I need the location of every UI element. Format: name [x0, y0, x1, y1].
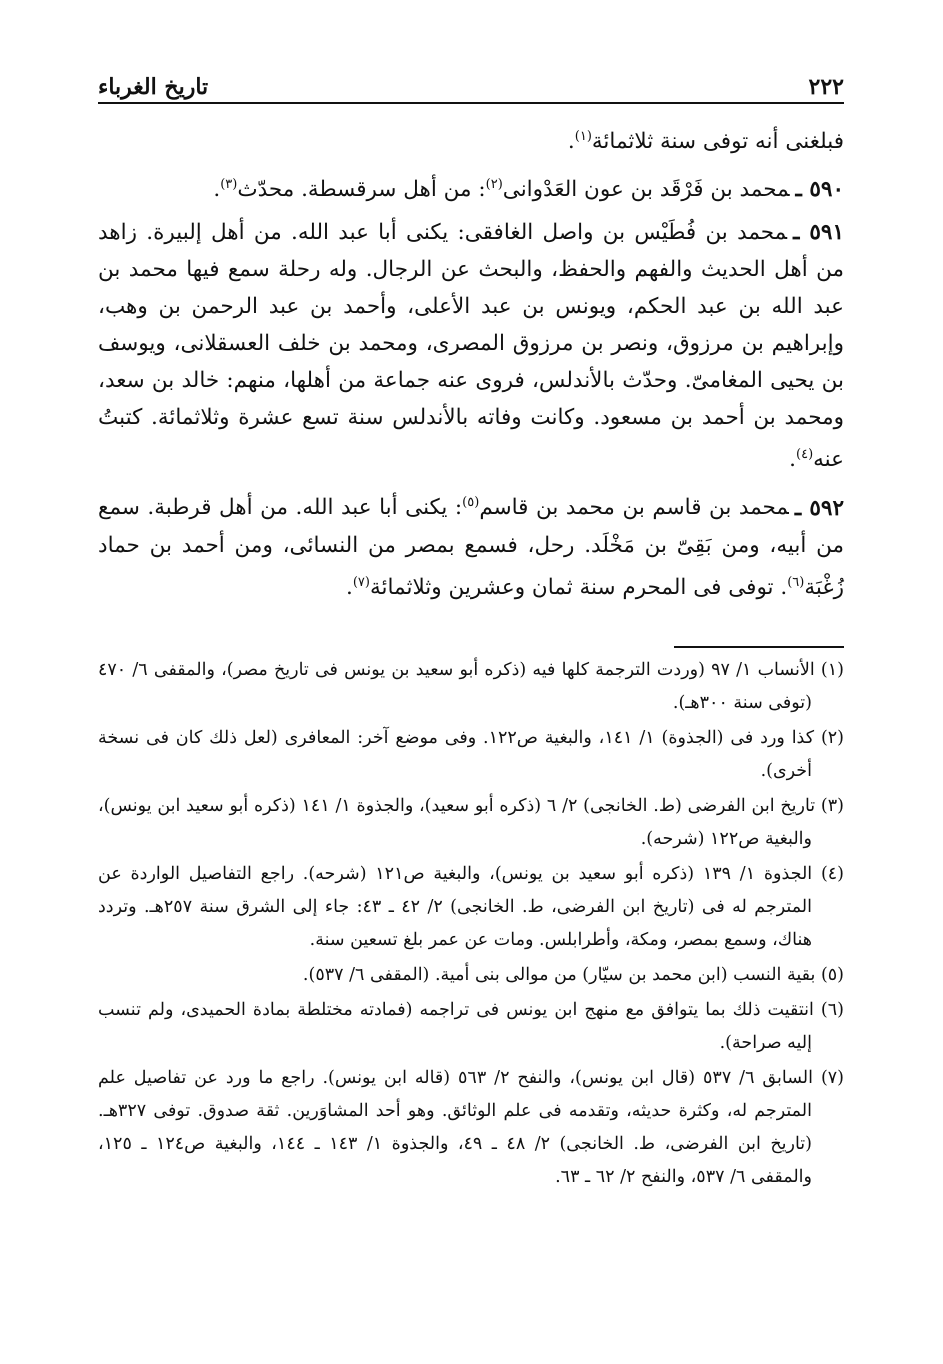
footnote-text: بقية النسب (ابن محمد بن سيّار) من موالى بنى أمية. (المقفى ٦/ ٥٣٧). [302, 964, 816, 985]
footnote-ref: (٤) [796, 447, 814, 463]
book-title: تاريخ الغرباء [98, 73, 209, 100]
footnote-ref: (٣) [220, 177, 238, 193]
entry-text: محمد بن فَرْقَد بن عون العَدْوانى [502, 177, 790, 203]
entry-text: : من أهل سرقسطة. محدّث [237, 177, 486, 203]
footnote-ref: (٥) [462, 495, 480, 511]
footnote-number: (٤) [820, 863, 844, 884]
entry-number: ٥٩١ ـ [793, 220, 844, 245]
footnote-number: (٥) [820, 964, 844, 985]
entry-paragraph [98, 166, 844, 208]
running-header [98, 56, 844, 100]
footnote [98, 959, 844, 992]
footnote-number: (١) [820, 659, 844, 680]
footnote-text: تاريخ ابن الفرضى (ط. الخانجى) ٢/ ٦ (ذكره أبو سعيد)، والجذوة ١/ ١٤١ (ذكره أبو سعيد ابن يونس)، والبغية ص١٢٢ (شرحه). [98, 795, 816, 849]
footnote-text: انتقيت ذلك بما يتوافق مع منهج ابن يونس فى تراجمه (فمادته مختلطة بمادة الحميدى، ولم تنسب إليه صراحة). [98, 999, 814, 1053]
entry-text: محمد بن فُطَيْس بن واصل الغافقى: يكنى أبا عبد الله. من أهل إلبيرة. زاهد من أهل الحديث والفهم والحفظ، والبحث عن الرجال. وله رحلة سمع فيها محمد بن عبد الله بن عبد الحكم، ويونس بن عبد الأعلى، وأحمد بن عبد الرحمن بن وهب، وإبراهيم بن مرزوق، ونصر بن مرزوق المصرى، ومحمد بن خلف العسقلانى، ويوسف بن يحيى المغامىّ. وحدّث بالأندلس، فروى عنه جماعة من أهلها، منهم: خالد بن سعد، ومحمد بن أحمد بن مسعود. وكانت وفاته بالأندلس سنة تسع عشرة وثلاثمائة. كتبتُ عنه [98, 220, 844, 473]
footnote-text: الجذوة ١/ ١٣٩ (ذكره أبو سعيد بن يونس)، والبغية ص١٢١ (شرحه). راجع التفاصيل الواردة عن المترجم له فى (تاريخ ابن الفرضى، ط. الخانجى) ٢/ ٤٢ ـ ٤٣: جاء إلى الشرق سنة ٢٥٧هـ. وتردد هناك، وسمع بمصر، ومكة، وأطرابلس. ومات عن عمر بلغ تسعين سنة. [98, 863, 813, 950]
footnote [98, 1062, 844, 1194]
footnote [98, 790, 844, 856]
footnote-text: السابق ٦/ ٥٣٧ (قال ابن يونس)، والنفح ٢/ ٥٦٣ (قاله ابن يونس). راجع ما ورد عن تفاصيل علم المترجم له، وكثرة حديثه، وتقدمه فى علم الوثائق. وهو أحد المشاوَرين. ثقة صدوق. توفى ٣٢٧هـ. (تاريخ ابن الفرضى، ط. الخانجى) ٢/ ٤٨ ـ ٤٩، والجذوة ١/ ١٤٣ ـ ١٤٤، والبغية ص١٢٤ ـ ١٢٥، والمقفى ٦/ ٥٣٧، والنفح ٢/ ٦٢ ـ ٦٣. [98, 1067, 813, 1187]
header-rule [98, 102, 844, 104]
footnote [98, 994, 844, 1060]
entry-text: . توفى فى المحرم سنة ثمان وعشرين وثلاثمائة [369, 574, 788, 600]
footnote-number: (٣) [820, 795, 844, 816]
footnote-rule [674, 646, 844, 648]
footnote-ref: (٧) [352, 574, 370, 590]
footnote-number: (٧) [820, 1067, 844, 1088]
entry-text: . [789, 447, 797, 473]
entry-number: ٥٩٢ ـ [795, 496, 844, 521]
footnote-ref: (١) [574, 129, 592, 144]
footnote [98, 654, 844, 720]
footnote-number: (٦) [820, 999, 844, 1020]
footnote-text: كذا ورد فى (الجذوة) ١/ ١٤١، والبغية ص١٢٢. وفى موضع آخر: المعافرى (لعل ذلك كان فى نسخة أخرى). [98, 727, 815, 781]
footnote [98, 858, 844, 957]
entry-text: محمد بن قاسم بن محمد بن قاسم [479, 495, 789, 521]
footnote-ref: (٦) [787, 574, 805, 590]
entry-paragraph [98, 214, 844, 478]
page-number: ٢٢٢ [808, 73, 844, 100]
footnote [98, 722, 844, 788]
opening-paragraph [98, 118, 844, 160]
footnote-ref: (٢) [485, 177, 503, 193]
opening-end: . [567, 129, 575, 155]
book-page [98, 56, 844, 1196]
entry-text: : يكنى أبا عبد الله. من أهل قرطبة. سمع من أبيه، ومن بَقِىّ بن مَخْلَد. رحل، فسمع بمصر من النسائى، ومن أحمد بن حماد زُغْبَة [98, 495, 844, 600]
entries-container [98, 166, 844, 606]
entry-number: ٥٩٠ ـ [796, 177, 844, 202]
footnote-text: الأنساب ١/ ٩٧ (وردت الترجمة كلها فيه (ذكره أبو سعيد بن يونس فى تاريخ مصر)، والمقفى ٦/ ٤٧٠ (توفى سنة ٣٠٠هـ). [98, 659, 815, 713]
entry-text: . [213, 177, 221, 203]
entry-text: . [346, 574, 353, 600]
footnote-number: (٢) [820, 727, 844, 748]
entry-paragraph [98, 484, 844, 605]
opening-text: فبلغنى أنه توفى سنة ثلاثمائة [591, 129, 844, 155]
footnotes [98, 654, 844, 1194]
